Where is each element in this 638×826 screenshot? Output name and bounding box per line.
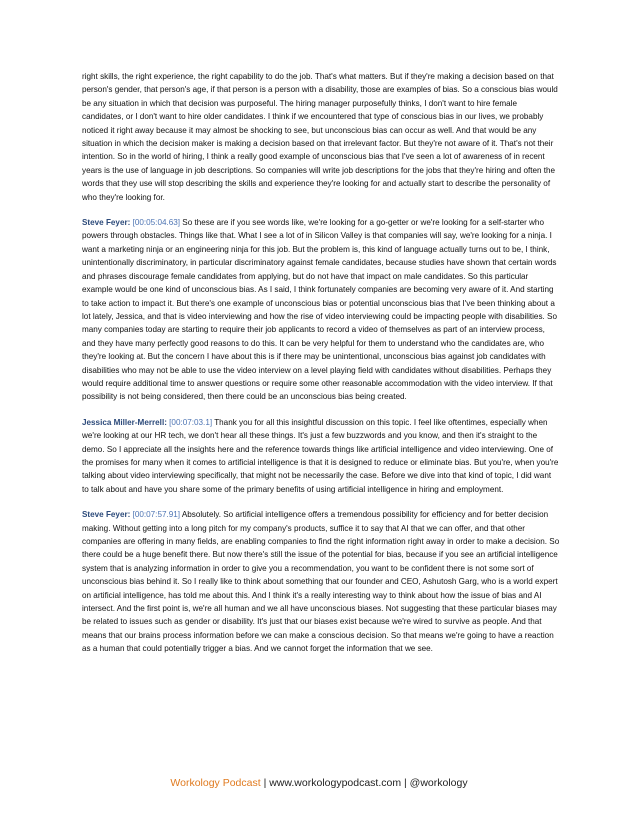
transcript-paragraph [82, 416, 560, 496]
transcript-paragraph [82, 508, 560, 655]
paragraph-text: Absolutely. So artificial intelligence offers a tremendous possibility for efficiency and for better decision making. Without getting into a long pitch for my company's products, suffice it to say that AI that we can offer, and that other companies are offering in many fields, are enabling companies to find the right information right away in order to make a decision. So there could be a huge benefit there. But now there's still the issue of the potential for bias, because if you see an artificial intelligence system that is analyzing information in order to give you a recommendation, you want to be confident there is not some sort of unconscious bias behind it. So I really like to think about something that our founder and CEO, Ashutosh Garg, who is a world expert on artificial intelligence, has told me about this. And I think it's a really interesting way to think about how the issue of bias and AI intersect. And the first point is, we're all human and we all have unconscious biases. Not suggesting that these particular biases may be related to issues such as gender or disability. It's just that our biases exist because we're wired to survive as people. And that means that our brains process information before we can make a conscious decision. So that means we're going to have a reaction as a human that could potentially trigger a bias. And we cannot forget the information that we see. [82, 510, 560, 654]
timestamp: [00:07:57.91] [132, 510, 181, 520]
timestamp: [00:07:03.1] [169, 417, 213, 427]
transcript-body [82, 70, 560, 668]
paragraph-text: So these are if you see words like, we're looking for a go-getter or we're looking for a self-starter who powers through obstacles. Things like that. What I see a lot of in Silicon Valley is that companies will say, we're looking for a ninja. I want a marketing ninja or an engineering ninja for this job. But the problem is, this kind of language actually turns out to be, I think, unintentionally discriminatory, in particular discriminatory against female candidates, because studies have shown that certain words and phrases discourage female candidates from applying, but do not have that impact on male candidates. So this particular example would be one kind of unconscious bias. As I said, I think fortunately companies are becoming very aware of it. And starting to take action to impact it. But there's one example of unconscious bias or potential unconscious bias that I've been thinking about a lot lately, Jessica, and that is video interviewing and how the rise of video interviewing could be impacting people with disabilities. So many companies today are starting to require their job applicants to record a video of themselves as part of an interview process, and they have many perfectly good reasons to do this. It can be very helpful for them to understand who the candidates are, who they're looking at. But the concern I have about this is if there may be unintentional, unconscious bias against job candidates with disabilities who may not be able to use the video interview on a level playing field with candidates without disabilities. Perhaps they would require additional time to answer questions or require some other reasonable accommodation with the video interview. If that possibility is not being considered, then there could be an unconscious bias being created. [82, 218, 557, 402]
footer-brand: Workology Podcast [170, 777, 261, 789]
timestamp: [00:05:04.63] [132, 218, 181, 228]
speaker-name: Steve Feyer: [82, 510, 131, 520]
speaker-name: Jessica Miller-Merrell: [82, 417, 167, 427]
footer-links: | www.workologypodcast.com | @workology [260, 777, 468, 789]
transcript-paragraph [82, 70, 560, 204]
page-footer [0, 777, 638, 789]
transcript-paragraph [82, 216, 560, 404]
paragraph-text: right skills, the right experience, the right capability to do the job. That's what matters. But if they're making a decision based on that person's gender, that person's age, if that person is a person with a disability, those are examples of bias. So a conscious bias would be any situation in which that decision was purposeful. The hiring manager purposefully thinks, I don't want to hire female candidates, or I don't want to hire older candidates. I think if we encountered that type of conscious bias in our lives, we probably noticed it right away because it may almost be shocking to see, but unconscious bias can occur as well. And that would be any situation in which the decision maker is making a decision based on that irrelevant factor. But they're not aware of it. That's not their intention. So in the world of hiring, I think a really good example of unconscious bias that I've seen a lot of awareness of in recent years is the use of language in job descriptions. So companies will write job descriptions for the jobs that they're hiring and often the words that they use will stop describing the skills and experience they're looking for and actually start to describe the personality of who they're looking for. [82, 72, 558, 202]
speaker-name: Steve Feyer: [82, 218, 131, 228]
paragraph-text: Thank you for all this insightful discussion on this topic. I feel like oftentimes, especially when we're looking at our HR tech, we don't hear all these things. It's just a few buzzwords and you know, and then it's straight to the demo. So I appreciate all the insights here and the reference towards things like artificial intelligence and video interviewing. One of the promises for many when it comes to artificial intelligence is that it is designed to reduce or eliminate bias. But you're, when you're talking about video interviewing specifically, that might not be necessarily the case. Before we dive into that kind of topic, I did want to talk about and have you share some of the primary benefits of using artificial intelligence in hiring and employment. [82, 417, 559, 494]
